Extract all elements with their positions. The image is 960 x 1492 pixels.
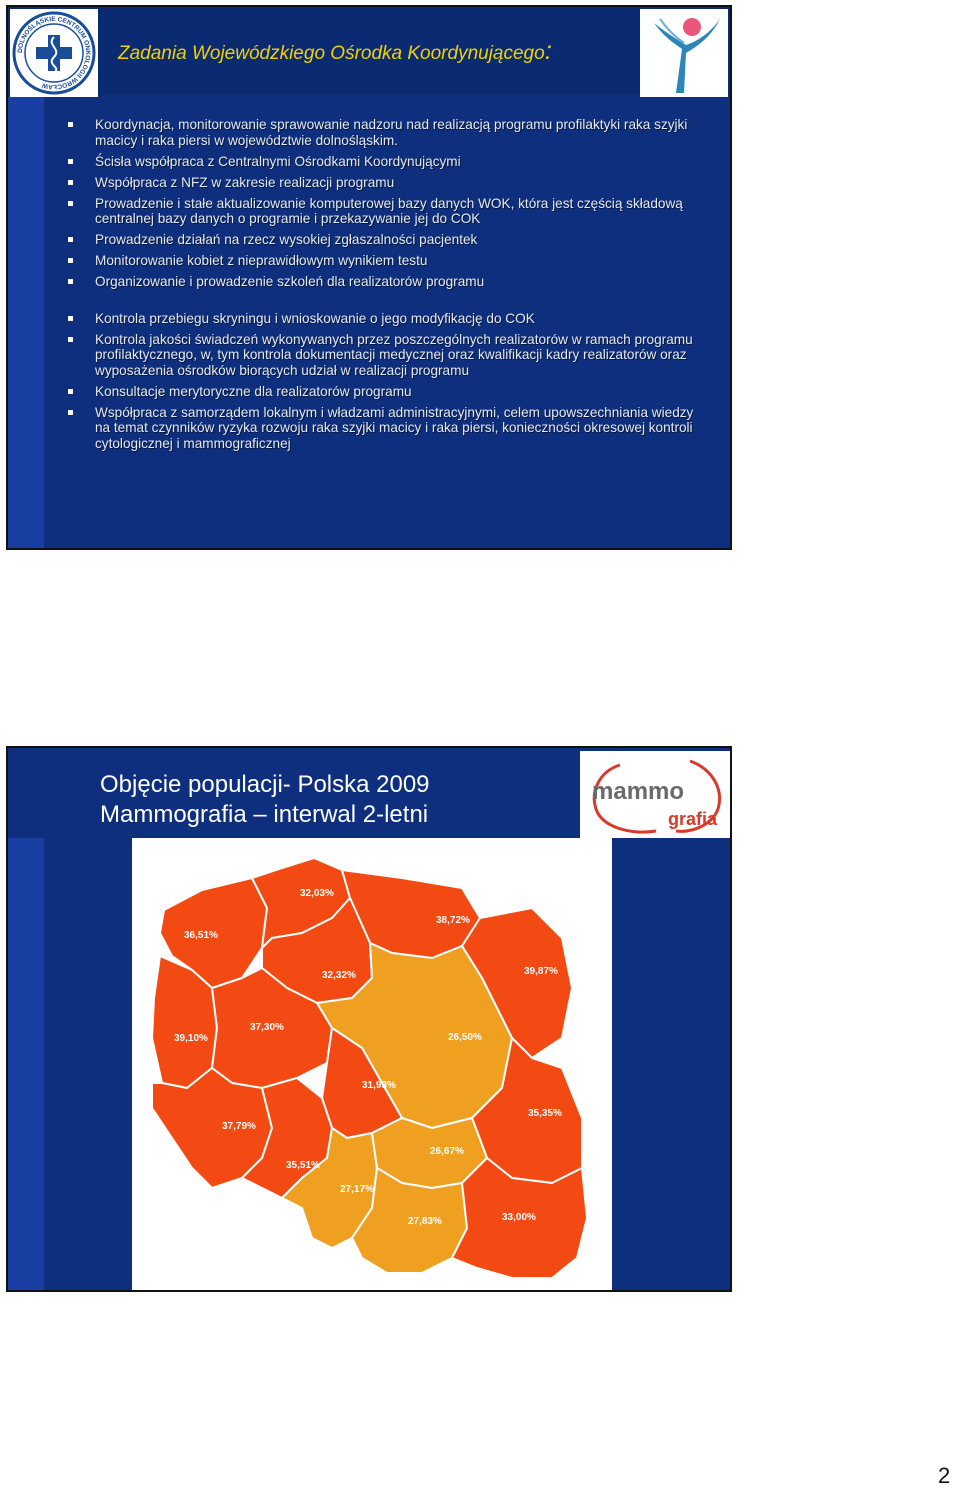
bullet-square-icon xyxy=(68,201,73,206)
task-list xyxy=(68,117,698,457)
list-item-text: Koordynacja, monitorowanie sprawowanie nadzoru nad realizacją programu profilaktyki raka szyjki macicy i raka piersi w województwie dolnośląskim. xyxy=(95,117,688,148)
list-item xyxy=(68,232,698,248)
slide-side-stripe xyxy=(8,97,44,550)
logo-word-top: mammo xyxy=(592,778,685,805)
list-item xyxy=(68,154,698,170)
list-item xyxy=(68,384,698,400)
slide-title-text: Zadania Wojewódzkiego Ośrodka Koordynującego xyxy=(118,43,545,64)
bullet-square-icon xyxy=(68,180,73,185)
slide-title xyxy=(118,35,552,66)
region-label: 37,30% xyxy=(250,1022,284,1033)
region-label: 36,51% xyxy=(184,930,218,941)
slide-title xyxy=(100,770,430,830)
bullet-square-icon xyxy=(68,389,73,394)
list-item-text: Kontrola przebiegu skryningu i wnioskowanie o jego modyfikację do COK xyxy=(95,310,535,326)
region-label: 27,83% xyxy=(408,1216,442,1227)
list-item-text: Współpraca z samorządem lokalnym i władzami administracyjnymi, celem upowszechniania wiedzy na temat czynników ryzyka rozwoju raka szyjki macicy i raka piersi, konieczności okresowej kontroli cytologicznej i mammograficznej xyxy=(95,404,694,451)
logo-word-bottom: grafia xyxy=(668,809,718,829)
list-item xyxy=(68,311,698,327)
list-item xyxy=(68,117,698,148)
slide-title-line: Objęcie populacji- Polska 2009 xyxy=(100,771,430,798)
page-number: 2 xyxy=(938,1463,951,1488)
region-label: 35,35% xyxy=(528,1108,562,1119)
bullet-square-icon xyxy=(68,410,73,415)
list-item-text: Prowadzenie działań na rzecz wysokiej zgłaszalności pacjentek xyxy=(95,232,478,247)
region-label: 32,03% xyxy=(300,888,334,899)
slide-tasks xyxy=(6,5,732,550)
bullet-square-icon xyxy=(68,159,73,164)
bullet-square-icon xyxy=(68,279,73,284)
mammografia-logo xyxy=(580,751,732,838)
region-label: 26,67% xyxy=(430,1146,464,1157)
region-label: 32,32% xyxy=(322,970,356,981)
list-item xyxy=(68,405,698,452)
list-item-text: Monitorowanie kobiet z nieprawidłowym wynikiem testu xyxy=(95,253,428,268)
region-label: 37,79% xyxy=(222,1121,256,1132)
list-item xyxy=(68,175,698,191)
oncology-center-logo xyxy=(10,9,98,97)
poland-coverage-map xyxy=(132,838,612,1290)
region-label: 39,10% xyxy=(174,1033,208,1044)
ribbon-figure-logo xyxy=(640,9,728,97)
region-label: 26,50% xyxy=(448,1032,482,1043)
list-item-text: Organizowanie i prowadzenie szkoleń dla realizatorów programu xyxy=(95,274,485,289)
slide-coverage-map xyxy=(6,746,732,1292)
region-label: 31,93% xyxy=(362,1080,396,1091)
region-label: 33,00% xyxy=(502,1212,536,1223)
region-label: 35,51% xyxy=(286,1160,320,1171)
list-item-text: Prowadzenie i stałe aktualizowanie komputerowej bazy danych WOK, która jest częścią składową centralnej bazy danych o programie i przekazywanie jej do COK xyxy=(95,195,683,226)
bullet-square-icon xyxy=(68,122,73,127)
list-item-text: Ścisła współpraca z Centralnymi Ośrodkami Koordynującymi xyxy=(95,153,461,169)
region-label: 38,72% xyxy=(436,915,470,926)
bullet-square-icon xyxy=(68,237,73,242)
bullet-square-icon xyxy=(68,316,73,321)
bullet-square-icon xyxy=(68,258,73,263)
slide-title-line: Mammografia – interwal 2-letni xyxy=(100,801,429,828)
region-label: 39,87% xyxy=(524,966,558,977)
list-item-text: Konsultacje merytoryczne dla realizatorów programu xyxy=(95,383,412,399)
list-item xyxy=(68,332,698,379)
bullet-square-icon xyxy=(68,337,73,342)
list-item-text: Kontrola jakości świadczeń wykonywanych przez poszczególnych realizatorów w ramach programu profilaktycznego, w, tym kontrola dokumentacji medycznej oraz kwalifikacji kadry realizatorów oraz wyposażenia ośrodków biorących udział w realizacji programu xyxy=(95,331,693,378)
slide-title-colon: : xyxy=(544,35,552,65)
slide-side-stripe xyxy=(8,838,44,1292)
list-item xyxy=(68,274,698,290)
list-item-text: Współpraca z NFZ w zakresie realizacji programu xyxy=(95,174,395,190)
region-label: 27,17% xyxy=(340,1184,374,1195)
list-item xyxy=(68,196,698,227)
logo-ring-text: DOLNOŚLĄSKIE CENTRUM ONKOLOGII WROCŁAW xyxy=(16,15,92,91)
map-svg xyxy=(132,838,612,1290)
list-item xyxy=(68,253,698,269)
